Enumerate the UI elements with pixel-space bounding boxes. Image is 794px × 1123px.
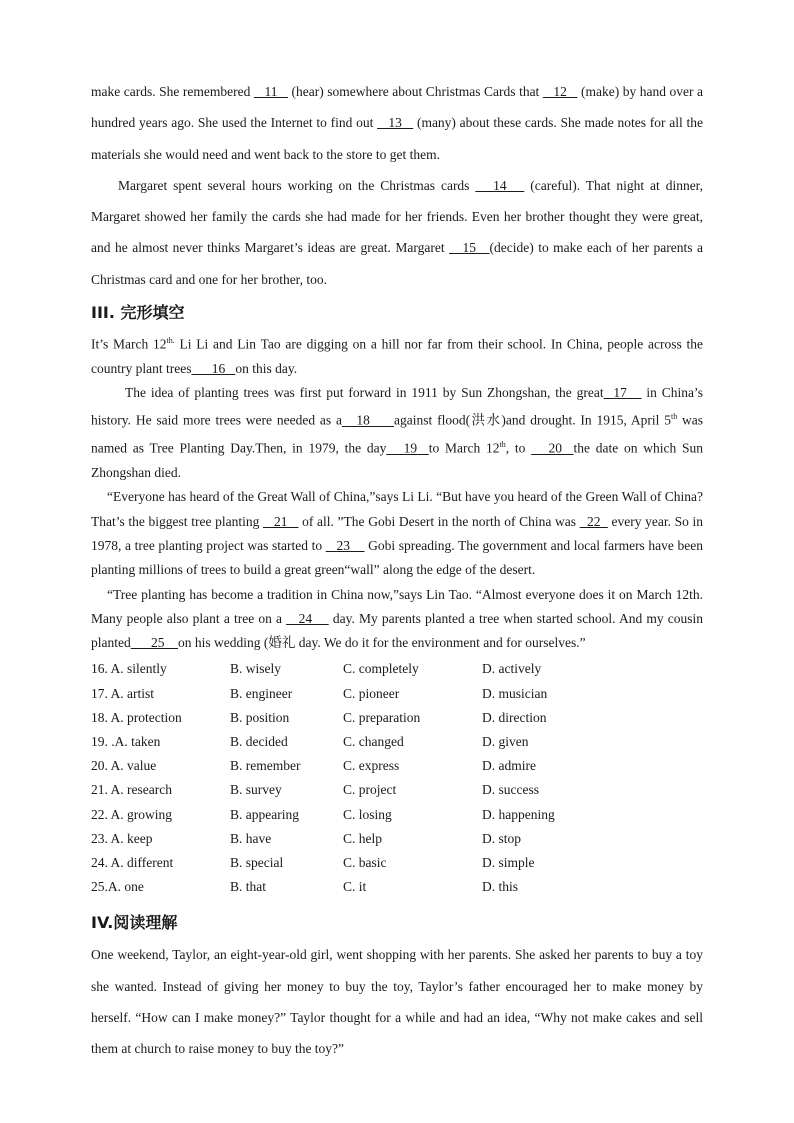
- blank-20[interactable]: 20: [548, 440, 562, 456]
- option-c[interactable]: C. it: [343, 879, 367, 895]
- cloze-paragraph: It’s March $12^{th.}$ Li Li and Lin Tao are digging on a hill nor far from their school. In China, people across the country plant trees 16 on this day.: [91, 336, 703, 376]
- cloze-paragraph: “Everyone has heard of the Great Wall of China,”says Li Li. “But have you heard of the Green Wall of China? That’s the biggest tree planting 21 of all. ”The Gobi Desert in the north of China was 22 every year. So in 1978, a tree planting project was started to 23 Gobi spreading. The government and local farmers have been planting millions of trees to build a great green“wall” along the edge of the desert.: [91, 489, 704, 578]
- blank-19[interactable]: 19: [403, 440, 418, 456]
- option-b[interactable]: B. decided: [230, 734, 288, 749]
- option-d[interactable]: D. stop: [482, 830, 522, 846]
- blank-17[interactable]: 17: [613, 385, 627, 401]
- text: (many) about these cards. She made notes for all the materials she would need and went back to the store to get them.: [91, 115, 704, 162]
- option-c[interactable]: C. completely: [343, 661, 419, 677]
- option-row: [91, 803, 703, 827]
- option-row: [91, 706, 703, 730]
- cloze-paragraph: The idea of planting trees was first put forward in 1911 by Sun Zhongshan, the great 17 in China’s history. He said more trees were needed as a 18 against flood(洪水)and drought. In 1915, April 5th was named as Tree Planting Day.Then, in 1979, the day 19 to March 12th, to 20 the date on which Sun Zhongshan died.: [91, 385, 704, 481]
- blank-14[interactable]: 14: [493, 177, 507, 193]
- text: make cards. She remembered: [91, 84, 254, 99]
- section-heading-reading: IV.阅读理解: [91, 913, 178, 933]
- blank-11[interactable]: 11: [264, 84, 278, 99]
- option-b[interactable]: B. wisely: [230, 661, 282, 677]
- option-b[interactable]: B. engineer: [230, 685, 293, 701]
- option-d[interactable]: D. direction: [482, 709, 547, 725]
- option-a[interactable]: 17. A. artist: [91, 685, 154, 701]
- option-row: [91, 682, 703, 706]
- option-b[interactable]: B. that: [230, 879, 266, 895]
- text: (decide) to make each of her parents a Christmas card and one for her brother, too.: [91, 240, 704, 287]
- blank-16[interactable]: 16: [211, 360, 226, 376]
- blank-21[interactable]: 21: [273, 513, 288, 529]
- text: (hear) somewhere about Christmas Cards that: [288, 84, 543, 99]
- option-a[interactable]: 21. A. research: [91, 782, 172, 798]
- option-a[interactable]: 25.A. one: [91, 879, 144, 895]
- option-b[interactable]: B. have: [230, 830, 272, 846]
- text: (make) by hand over a hundred years ago. She used the Internet to find out: [91, 84, 704, 131]
- passage-paragraph: [91, 76, 703, 170]
- option-row: [91, 827, 703, 851]
- option-b[interactable]: B. special: [230, 854, 284, 870]
- option-c[interactable]: C. preparation: [343, 709, 421, 725]
- option-c[interactable]: C. express: [343, 758, 400, 774]
- option-a[interactable]: 22. A. growing: [91, 806, 172, 822]
- option-a[interactable]: 20. A. value: [91, 758, 157, 774]
- option-b[interactable]: B. position: [230, 709, 290, 725]
- option-d[interactable]: D. happening: [482, 806, 555, 822]
- option-a[interactable]: 16. A. silently: [91, 661, 167, 677]
- option-c[interactable]: C. basic: [343, 854, 387, 870]
- option-row: [91, 851, 703, 875]
- option-c[interactable]: C. help: [343, 830, 382, 846]
- option-d[interactable]: D. this: [482, 879, 519, 895]
- section-heading-cloze: III. 完形填空: [91, 303, 185, 323]
- option-b[interactable]: B. survey: [230, 782, 282, 798]
- option-d[interactable]: D. simple: [482, 854, 535, 870]
- option-d[interactable]: D. admire: [482, 758, 536, 774]
- blank-22[interactable]: 22: [586, 513, 601, 529]
- blank-24[interactable]: 24: [298, 610, 313, 626]
- option-d[interactable]: D. success: [482, 782, 539, 798]
- option-c[interactable]: C. losing: [343, 806, 392, 822]
- passage-paragraph: [91, 170, 703, 295]
- blank-23[interactable]: 23: [336, 537, 351, 553]
- option-row: [91, 657, 703, 681]
- text: Margaret spent several hours working on the Christmas cards: [118, 177, 476, 193]
- option-row: [91, 778, 703, 802]
- option-a[interactable]: 18. A. protection: [91, 709, 182, 725]
- option-c[interactable]: C. pioneer: [343, 685, 400, 701]
- option-b[interactable]: B. appearing: [230, 806, 299, 822]
- document-page: [91, 76, 703, 1065]
- blank-15[interactable]: 15: [462, 240, 477, 256]
- reading-paragraph: One weekend, Taylor, an eight-year-old girl, went shopping with her parents. She asked her parents to buy a toy she wanted. Instead of giving her money to buy the toy, Taylor’s father encouraged her to make money by herself. “How can I make money?” Taylor thought for a while and had an idea, “Why not make cakes and sell them at church to raise money to buy the toy?”: [91, 947, 703, 1057]
- option-c[interactable]: C. changed: [343, 734, 404, 749]
- option-d[interactable]: D. musician: [482, 685, 548, 701]
- blank-13[interactable]: 13: [388, 115, 402, 131]
- cloze-paragraph: “Tree planting has become a tradition in China now,”says Lin Tao. “Almost everyone does it on March 12th. Many people also plant a tree on a 24 day. My parents planted a tree when started school. And my cousin planted 25 on his wedding (婚礼 day. We do it for the environment and for ourselves.”: [91, 586, 704, 651]
- option-a[interactable]: 24. A. different: [91, 854, 174, 870]
- blank-18[interactable]: 18: [356, 412, 370, 428]
- options-list: [91, 657, 703, 899]
- option-row: [91, 875, 703, 899]
- blank-12[interactable]: 12: [553, 84, 567, 99]
- option-row: [91, 730, 703, 754]
- option-c[interactable]: C. project: [343, 782, 397, 798]
- option-d[interactable]: D. given: [482, 734, 529, 749]
- blank-25[interactable]: 25: [151, 635, 165, 651]
- option-row: [91, 754, 703, 778]
- option-b[interactable]: B. remember: [230, 758, 301, 774]
- option-d[interactable]: D. actively: [482, 661, 542, 677]
- option-a[interactable]: 19. .A. taken: [91, 734, 161, 749]
- option-a[interactable]: 23. A. keep: [91, 830, 153, 846]
- text: (careful). That night at dinner, Margaret showed her family the cards she had made for her friends. Even her brother thought they were great, and he almost never thinks Margaret’s ideas are great. Margaret: [91, 177, 704, 256]
